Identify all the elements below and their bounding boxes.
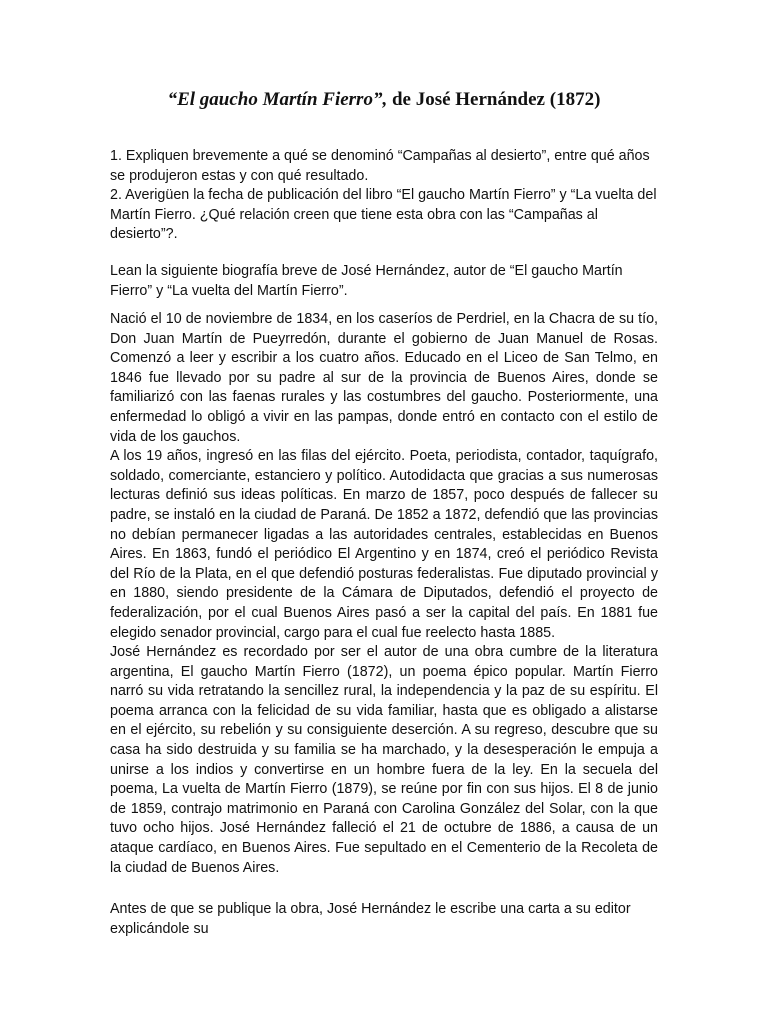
biography-paragraph-1: Nació el 10 de noviembre de 1834, en los caseríos de Perdriel, en la Chacra de su tío, Don Juan Martín de Pueyrredón, durante el gobierno de Juan Manuel de Rosas. Comenzó a leer y escribir a los cuatro años. Educado en el Liceo de San Telmo, en 1846 fue llevado por su padre al sur de la provincia de Buenos Aires, donde se familiarizó con las faenas rurales y las costumbres del gaucho. Posteriormente, una enfermedad lo obligó a vivir en las pampas, donde entró en contacto con el estilo de vida de los gauchos. — [110, 311, 658, 445]
title-work: “El gaucho Martín Fierro”, — [167, 89, 388, 110]
closing-text: Antes de que se publique la obra, José Hernández le escribe una carta a su editor explicándole su — [110, 901, 631, 937]
question-1: 1. Expliquen brevemente a qué se denominó “Campañas al desierto”, entre qué años se produjeron estas y con qué resultado. — [110, 148, 650, 184]
biography-paragraph-3: José Hernández es recordado por ser el autor de una obra cumbre de la literatura argentina, El gaucho Martín Fierro (1872), un poema épico popular. Martín Fierro narró su vida retratando la sencillez rural, la independencia y la paz de su espíritu. El poema arranca con la felicidad de su vida familiar, hasta que es obligado a alistarse en el ejército, su rebelión y su consiguiente deserción. A su regreso, descubre que su casa ha sido destruida y su familia se ha marchado, y la desesperación le empuja a unirse a los indios y convertirse en un hombre fuera de la ley. En la secuela del poema, La vuelta de Martín Fierro (1879), se reúne por fin con sus hijos. El 8 de junio de 1859, contrajo matrimonio en Paraná con Carolina González del Solar, con la que tuvo ocho hijos. José Hernández falleció el 21 de octubre de 1886, a causa de un ataque cardíaco, en Buenos Aires. Fue sepultado en el Cementerio de la Recoleta de la ciudad de Buenos Aires. — [110, 644, 658, 876]
questions-section — [110, 147, 658, 245]
intro-text: Lean la siguiente biografía breve de José Hernández, autor de “El gaucho Martín Fierro” y “La vuelta del Martín Fierro”. — [110, 263, 623, 299]
question-2: 2. Averigüen la fecha de publicación del libro “El gaucho Martín Fierro” y “La vuelta del Martín Fierro. ¿Qué relación creen que tiene esta obra con las “Campañas al desierto”?. — [110, 187, 657, 243]
closing-paragraph — [110, 900, 658, 939]
intro-paragraph — [110, 262, 658, 301]
biography-paragraph-2: A los 19 años, ingresó en las filas del ejército. Poeta, periodista, contador, taquígrafo, soldado, comerciante, estanciero y político. Autodidacta que gracias a sus numerosas lecturas definió sus ideas políticas. En marzo de 1857, poco después de fallecer su padre, se instaló en la ciudad de Paraná. De 1852 a 1872, defendió que las provincias no debían permanecer ligadas a las autoridades centrales, establecidas en Buenos Aires. En 1863, fundó el periódico El Argentino y en 1874, creó el periódico Revista del Río de la Plata, en el que defendió posturas federalistas. Fue diputado provincial y en 1880, siendo presidente de la Cámara de Diputados, defendió el proyecto de federalización, por el cual Buenos Aires pasó a ser la capital del país. En 1881 fue elegido senador provincial, cargo para el cual fue reelecto hasta 1885. — [110, 448, 658, 641]
title-author: de José Hernández (1872) — [387, 89, 601, 110]
biography-section — [110, 310, 658, 878]
page-title — [0, 88, 768, 112]
